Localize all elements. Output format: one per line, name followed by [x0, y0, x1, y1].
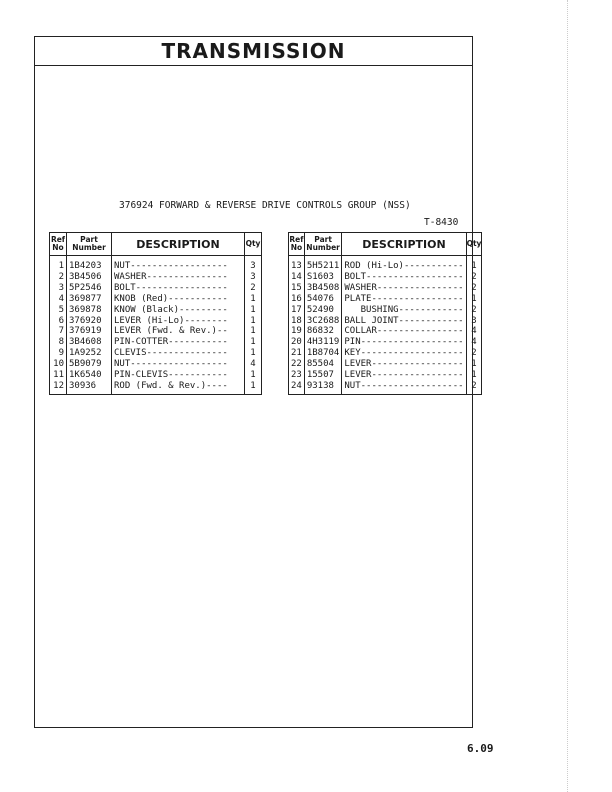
- qty-cell: 1: [466, 256, 482, 272]
- part-number-cell: 30936: [67, 381, 112, 394]
- ref-no-header: Ref No: [289, 233, 305, 256]
- table-row: [289, 337, 482, 348]
- part-number-cell: 1B4203: [67, 256, 112, 272]
- qty-cell: 1: [245, 316, 262, 327]
- part-number-cell: 93138: [304, 381, 342, 394]
- ref-no-cell: 5: [50, 305, 67, 316]
- description-cell: BALL JOINT------------: [342, 316, 466, 327]
- description-cell: WASHER---------------: [112, 272, 245, 283]
- table-row: [50, 316, 262, 327]
- table-row: [289, 256, 482, 272]
- description-cell: BOLT-----------------: [112, 283, 245, 294]
- ref-no-cell: 23: [289, 370, 305, 381]
- ref-no-cell: 2: [50, 272, 67, 283]
- description-cell: LEVER-----------------: [342, 359, 466, 370]
- part-number-cell: 3B4508: [304, 283, 342, 294]
- part-number-cell: 86832: [304, 326, 342, 337]
- description-cell: BOLT------------------: [342, 272, 466, 283]
- table-row: [289, 359, 482, 370]
- table-row: [50, 256, 262, 272]
- part-number-cell: 5H5211: [304, 256, 342, 272]
- qty-cell: 3: [245, 272, 262, 283]
- description-cell: LEVER (Fwd. & Rev.)--: [112, 326, 245, 337]
- qty-cell: 2: [466, 305, 482, 316]
- part-number-cell: 3C2688: [304, 316, 342, 327]
- parts-table-left: [49, 232, 262, 395]
- table-row: [289, 294, 482, 305]
- part-number-cell: 376920: [67, 316, 112, 327]
- table-row: [50, 305, 262, 316]
- qty-cell: 1: [245, 370, 262, 381]
- table-row: [50, 283, 262, 294]
- description-cell: KEY-------------------: [342, 348, 466, 359]
- qty-cell: 2: [466, 381, 482, 394]
- qty-cell: 1: [245, 337, 262, 348]
- qty-cell: 3: [466, 316, 482, 327]
- ref-no-cell: 22: [289, 359, 305, 370]
- ref-no-cell: 19: [289, 326, 305, 337]
- table-row: [289, 272, 482, 283]
- table-row: [50, 326, 262, 337]
- ref-no-cell: 7: [50, 326, 67, 337]
- illustration-ref-code: T-8430: [424, 217, 459, 228]
- ref-no-cell: 9: [50, 348, 67, 359]
- table-row: [50, 359, 262, 370]
- description-cell: CLEVIS---------------: [112, 348, 245, 359]
- part-number-cell: 1B8704: [304, 348, 342, 359]
- qty-cell: 1: [245, 294, 262, 305]
- table-row: [289, 305, 482, 316]
- qty-cell: 1: [466, 294, 482, 305]
- qty-cell: 4: [466, 337, 482, 348]
- qty-header: Qty: [466, 233, 482, 256]
- ref-no-cell: 17: [289, 305, 305, 316]
- page-title: TRANSMISSION: [161, 39, 346, 63]
- table-row: [289, 326, 482, 337]
- group-title: 376924 FORWARD & REVERSE DRIVE CONTROLS GROUP (NSS): [119, 200, 411, 211]
- table-row: [289, 316, 482, 327]
- qty-cell: 4: [466, 326, 482, 337]
- ref-no-cell: 4: [50, 294, 67, 305]
- qty-cell: 2: [466, 348, 482, 359]
- qty-cell: 1: [466, 359, 482, 370]
- ref-no-cell: 10: [50, 359, 67, 370]
- description-cell: LEVER (Hi-Lo)--------: [112, 316, 245, 327]
- qty-cell: 3: [245, 256, 262, 272]
- description-cell: PIN-------------------: [342, 337, 466, 348]
- part-number-cell: 4H3119: [304, 337, 342, 348]
- description-cell: LEVER-----------------: [342, 370, 466, 381]
- part-number-cell: 376919: [67, 326, 112, 337]
- part-number-cell: 85504: [304, 359, 342, 370]
- qty-cell: 1: [245, 381, 262, 394]
- description-cell: WASHER----------------: [342, 283, 466, 294]
- table-row: [50, 337, 262, 348]
- description-cell: BUSHING------------: [342, 305, 466, 316]
- ref-no-cell: 24: [289, 381, 305, 394]
- ref-no-cell: 11: [50, 370, 67, 381]
- description-cell: NUT------------------: [112, 256, 245, 272]
- description-header: DESCRIPTION: [112, 233, 245, 256]
- part-number-header: Part Number: [304, 233, 342, 256]
- description-cell: KNOW (Black)---------: [112, 305, 245, 316]
- table-row: [50, 294, 262, 305]
- qty-cell: 2: [466, 272, 482, 283]
- ref-no-cell: 21: [289, 348, 305, 359]
- ref-no-cell: 12: [50, 381, 67, 394]
- page-edge-line: [567, 0, 568, 792]
- description-cell: NUT-------------------: [342, 381, 466, 394]
- qty-cell: 4: [245, 359, 262, 370]
- table-row: [50, 370, 262, 381]
- ref-no-cell: 6: [50, 316, 67, 327]
- description-cell: ROD (Fwd. & Rev.)----: [112, 381, 245, 394]
- part-number-cell: 1A9252: [67, 348, 112, 359]
- part-number-cell: 54076: [304, 294, 342, 305]
- table-row: [50, 272, 262, 283]
- ref-no-cell: 13: [289, 256, 305, 272]
- qty-cell: 2: [466, 283, 482, 294]
- ref-no-cell: 1: [50, 256, 67, 272]
- parts-table-right: [288, 232, 482, 395]
- table-row: [289, 348, 482, 359]
- title-bar: [35, 37, 472, 66]
- description-cell: COLLAR----------------: [342, 326, 466, 337]
- description-cell: PIN-COTTER-----------: [112, 337, 245, 348]
- ref-no-cell: 16: [289, 294, 305, 305]
- part-number-cell: 15507: [304, 370, 342, 381]
- part-number-cell: 52490: [304, 305, 342, 316]
- part-number-cell: 3B4506: [67, 272, 112, 283]
- ref-no-cell: 18: [289, 316, 305, 327]
- part-number-header: Part Number: [67, 233, 112, 256]
- ref-no-cell: 20: [289, 337, 305, 348]
- ref-no-header: Ref No: [50, 233, 67, 256]
- table-row: [289, 283, 482, 294]
- part-number-cell: S1603: [304, 272, 342, 283]
- qty-cell: 1: [245, 348, 262, 359]
- part-number-cell: 5B9079: [67, 359, 112, 370]
- table-row: [50, 381, 262, 394]
- description-cell: NUT------------------: [112, 359, 245, 370]
- part-number-cell: 1K6540: [67, 370, 112, 381]
- ref-no-cell: 14: [289, 272, 305, 283]
- qty-cell: 1: [245, 305, 262, 316]
- page-frame: [34, 36, 482, 728]
- description-header: DESCRIPTION: [342, 233, 466, 256]
- part-number-cell: 369878: [67, 305, 112, 316]
- part-number-cell: 5P2546: [67, 283, 112, 294]
- qty-cell: 1: [245, 326, 262, 337]
- table-row: [289, 370, 482, 381]
- description-cell: PLATE-----------------: [342, 294, 466, 305]
- description-cell: KNOB (Red)-----------: [112, 294, 245, 305]
- ref-no-cell: 8: [50, 337, 67, 348]
- ref-no-cell: 3: [50, 283, 67, 294]
- qty-cell: 1: [466, 370, 482, 381]
- part-number-cell: 3B4608: [67, 337, 112, 348]
- part-number-cell: 369877: [67, 294, 112, 305]
- qty-header: Qty: [245, 233, 262, 256]
- qty-cell: 2: [245, 283, 262, 294]
- description-cell: ROD (Hi-Lo)-----------: [342, 256, 466, 272]
- table-row: [289, 381, 482, 394]
- table-row: [50, 348, 262, 359]
- page-number: 6.09: [467, 742, 494, 755]
- ref-no-cell: 15: [289, 283, 305, 294]
- description-cell: PIN-CLEVIS-----------: [112, 370, 245, 381]
